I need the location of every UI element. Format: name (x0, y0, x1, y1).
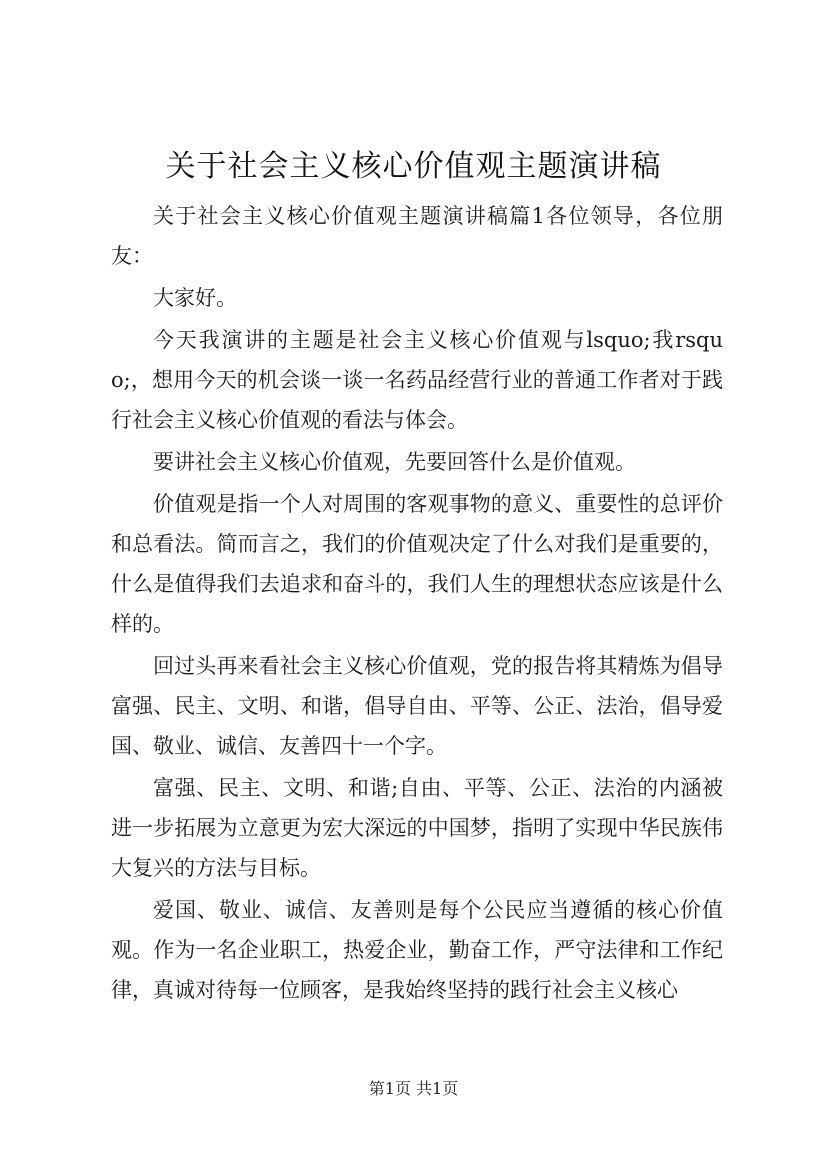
paragraph-china-dream: 富强、民主、文明、和谐;自由、平等、公正、法治的内涵被进一步拓展为立意更为宏大深远的中国梦，指明了实现中华民族伟大复兴的方法与目标。 (111, 776, 723, 880)
paragraph-question: 要讲社会主义核心价值观，先要回答什么是价值观。 (153, 450, 636, 474)
paragraph-topic: 今天我演讲的主题是社会主义核心价值观与lsquo;我rsquo;，想用今天的机会谈一谈一名药品经营行业的普通工作者对于践行社会主义核心价值观的看法与体会。 (111, 328, 723, 432)
paragraph-definition: 价值观是指一个人对周围的客观事物的意义、重要性的总评价和总看法。简而言之，我们的价值观决定了什么对我们是重要的，什么是值得我们去追求和奋斗的，我们人生的理想状态应该是什么样的。 (111, 492, 723, 636)
paragraph-core-values: 回过头再来看社会主义核心价值观，党的报告将其精炼为倡导富强、民主、文明、和谐，倡导自由、平等、公正、法治，倡导爱国、敬业、诚信、友善四十一个字。 (111, 654, 723, 758)
page-number-footer: 第1页 共1页 (368, 1079, 459, 1098)
paragraph-intro: 关于社会主义核心价值观主题演讲稿篇1各位领导，各位朋友： (111, 204, 723, 268)
document-title: 关于社会主义核心价值观主题演讲稿 (165, 149, 662, 184)
paragraph-citizen-values: 爱国、敬业、诚信、友善则是每个公民应当遵循的核心价值观。作为一名企业职工，热爱企业，勤奋工作，严守法律和工作纪律，真诚对待每一位顾客，是我始终坚持的践行社会主义核心 (111, 898, 723, 1002)
document-body (111, 196, 723, 1010)
paragraph-greeting: 大家好。 (153, 286, 237, 310)
